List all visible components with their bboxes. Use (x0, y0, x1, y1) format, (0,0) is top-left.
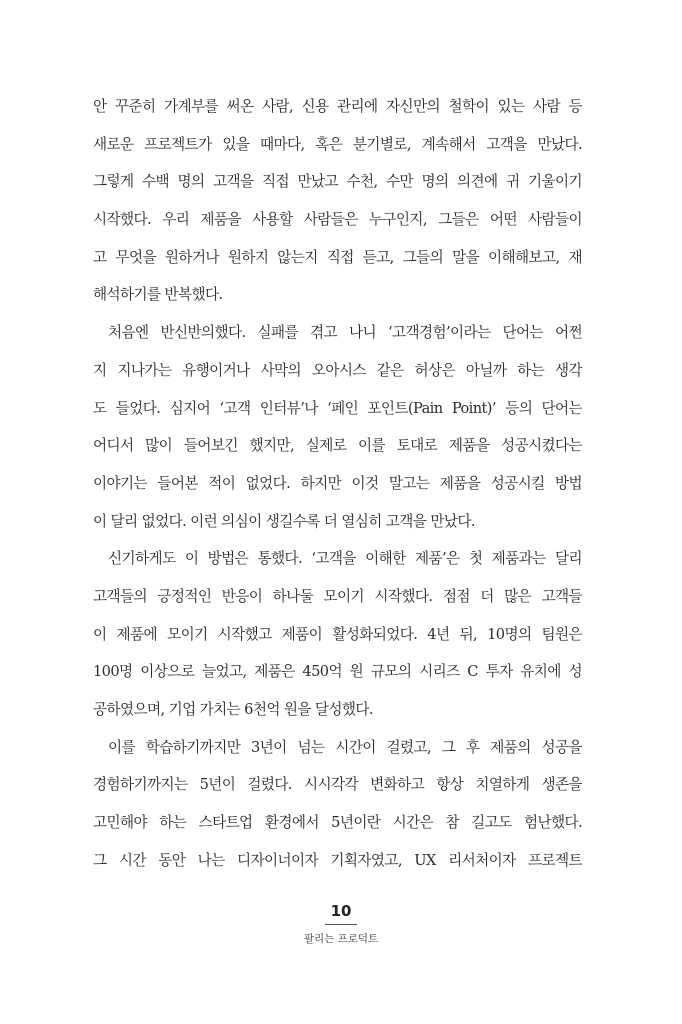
text-line: 신기하게도 이 방법은 통했다. ‘고객을 이해한 제품’은 첫 제품과는 달리 (108, 550, 582, 568)
text-line: 처음엔 반신반의했다. 실패를 겪고 나니 ‘고객경험’이라는 단어는 어쩐 (108, 324, 582, 342)
text-line: 고 무엇을 원하거나 원하지 않는지 직접 듣고, 그들의 말을 이해해보고, 재 (93, 248, 582, 266)
text-line: 고객들의 긍정적인 반응이 하나둘 모이기 시작했다. 점점 더 많은 고객들 (93, 587, 582, 605)
text-line: 공하였으며, 기업 가치는 6천억 원을 달성했다. (93, 701, 373, 718)
text-line: 안 꾸준히 가계부를 써온 사람, 신용 관리에 자신만의 철학이 있는 사람 등 (93, 98, 582, 115)
text-line: 지 지나가는 유행이거나 사막의 오아시스 같은 허상은 아닐까 하는 생각 (93, 361, 582, 379)
text-line: 새로운 프로젝트가 있을 때마다, 혹은 분기별로, 계속해서 고객을 만났다. (93, 135, 582, 153)
text-line: 고민해야 하는 스타트업 환경에서 5년이란 시간은 참 길고도 험난했다. (93, 814, 582, 832)
text-line: 이 달리 없었다. 이런 의심이 생길수록 더 열심히 고객을 만났다. (93, 512, 475, 530)
text-line: 100명 이상으로 늘었고, 제품은 450억 원 규모의 시리즈 C 투자 유치에 성 (93, 663, 582, 681)
text-line: 해석하기를 반복했다. (93, 286, 223, 304)
text-line: 그렇게 수백 명의 고객을 직접 만났고 수천, 수만 명의 의견에 귀 기울이기 (93, 173, 582, 191)
page-footer (0, 900, 682, 947)
footer-divider (325, 924, 357, 925)
body-text (93, 88, 582, 879)
text-line: 시작했다. 우리 제품을 사용할 사람들은 누구인지, 그들은 어떤 사람들이 (93, 211, 582, 229)
page-number: 10 (330, 902, 352, 920)
text-line: 이를 학습하기까지만 3년이 넘는 시간이 걸렸고, 그 후 제품의 성공을 (108, 738, 582, 756)
text-line: 이야기는 들어본 적이 없었다. 하지만 이것 말고는 제품을 성공시킬 방법 (93, 474, 582, 492)
text-line: 그 시간 동안 나는 디자이너이자 기획자였고, UX 리서처이자 프로젝트 (93, 851, 582, 869)
text-line: 경험하기까지는 5년이 걸렸다. 시시각각 변화하고 항상 치열하게 생존을 (93, 776, 582, 794)
text-line: 도 들었다. 심지어 ‘고객 인터뷰’나 ‘페인 포인트(Pain Point)’ 등의 단어는 (93, 399, 582, 417)
running-title: 팔리는 프로덕트 (303, 933, 379, 945)
text-line: 어디서 많이 들어보긴 했지만, 실제로 이를 토대로 제품을 성공시켰다는 (93, 437, 582, 455)
text-line: 이 제품에 모이기 시작했고 제품이 활성화되었다. 4년 뒤, 10명의 팀원은 (93, 625, 582, 643)
